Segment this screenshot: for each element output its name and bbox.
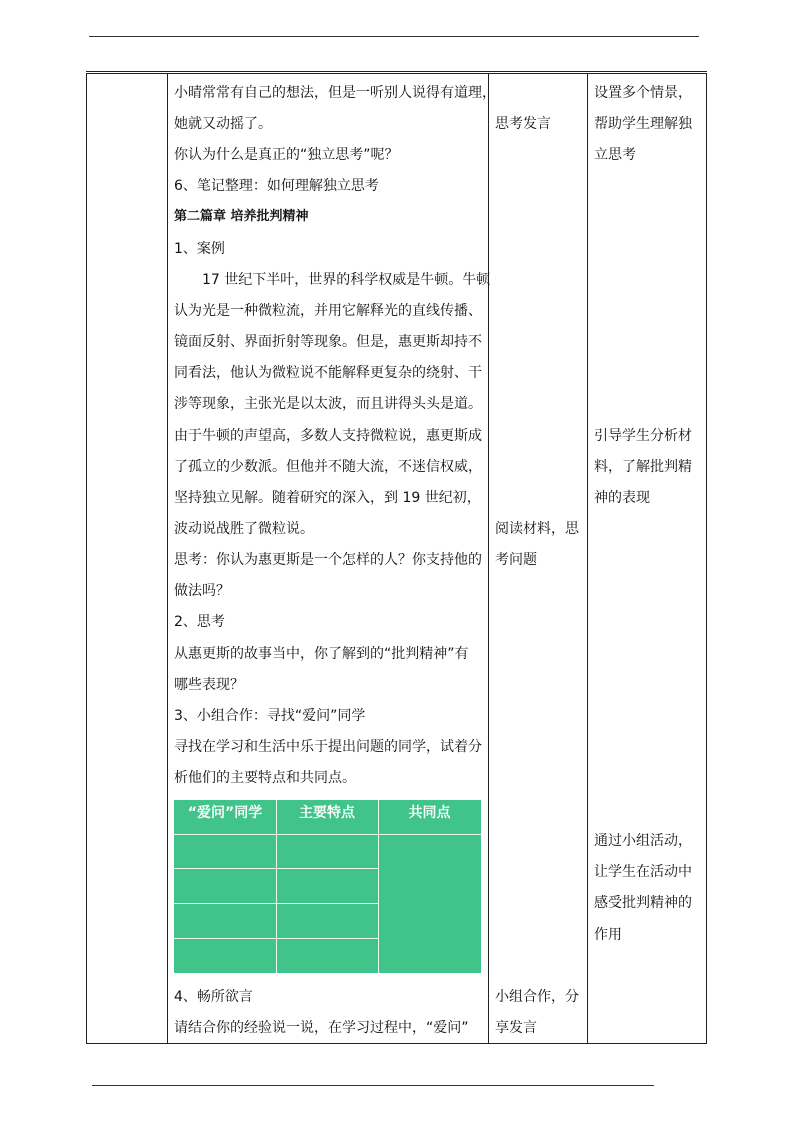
content-line: 17 世纪下半叶，世界的科学权威是牛顿。牛顿 <box>202 272 491 288</box>
activity-table-header: 主要特点 <box>299 805 355 821</box>
content-line: 涉等现象，主张光是以太波，而且讲得头头是道。 <box>174 396 482 412</box>
design-intent-line: 作用 <box>594 927 622 943</box>
column-divider <box>488 74 489 1043</box>
content-line: 1、案例 <box>174 241 225 257</box>
content-line: 寻找在学习和生活中乐于提出问题的同学，试着分 <box>174 739 482 755</box>
table-border-left <box>86 74 87 1043</box>
design-intent-line: 料，了解批判精 <box>594 459 692 475</box>
activity-table-header: 共同点 <box>408 805 451 821</box>
student-activity-line: 思考发言 <box>495 116 551 132</box>
content-line: 4、畅所欲言 <box>174 989 253 1005</box>
content-line: 做法吗？ <box>174 583 230 599</box>
design-intent-line: 让学生在活动中 <box>594 864 692 880</box>
student-activity-line: 阅读材料，思 <box>495 521 579 537</box>
design-intent-line: 通过小组活动， <box>594 833 692 849</box>
content-line: 析他们的主要特点和共同点。 <box>174 770 356 786</box>
content-line: 了孤立的少数派。但他并不随大流，不迷信权威， <box>174 459 482 475</box>
section-heading: 第二篇章 培养批判精神 <box>174 209 309 224</box>
content-line: 6、笔记整理：如何理解独立思考 <box>174 178 379 194</box>
design-intent-line: 帮助学生理解独 <box>594 116 692 132</box>
content-line: 认为光是一种微粒流，并用它解释光的直线传播、 <box>174 303 482 319</box>
design-intent-line: 感受批判精神的 <box>594 895 692 911</box>
footer-rule <box>92 1085 654 1086</box>
content-line: 由于牛顿的声望高，多数人支持微粒说，惠更斯成 <box>174 428 482 444</box>
content-line: 同看法，他认为微粒说不能解释更复杂的绕射、干 <box>174 365 482 381</box>
student-activity-line: 小组合作，分 <box>495 989 579 1005</box>
content-line: 小晴常常有自己的想法，但是一听别人说得有道理， <box>174 85 496 101</box>
content-line: 你认为什么是真正的“独立思考”呢？ <box>174 147 399 163</box>
table-border-right <box>706 74 707 1043</box>
content-line: 请结合你的经验说一说，在学习过程中，“爱问” <box>174 1020 469 1036</box>
content-line: 波动说战胜了微粒说。 <box>174 521 314 537</box>
student-activity-line: 享发言 <box>495 1020 537 1036</box>
activity-table-header: “爱问”同学 <box>187 805 263 821</box>
content-line: 她就又动摇了。 <box>174 116 272 132</box>
content-line: 坚持独立见解。随着研究的深入，到 19 世纪初， <box>174 490 481 506</box>
content-line: 哪些表现？ <box>174 677 244 693</box>
column-divider <box>167 74 168 1043</box>
content-line: 思考：你认为惠更斯是一个怎样的人？你支持他的 <box>174 552 482 568</box>
content-line: 镜面反射、界面折射等现象。但是，惠更斯却持不 <box>174 334 482 350</box>
design-intent-line: 设置多个情景， <box>594 85 692 101</box>
content-line: 2、思考 <box>174 614 225 630</box>
activity-table <box>174 800 481 973</box>
design-intent-line: 引导学生分析材 <box>594 428 692 444</box>
design-intent-line: 神的表现 <box>594 490 650 506</box>
header-rule <box>89 36 699 37</box>
design-intent-line: 立思考 <box>594 147 636 163</box>
content-line: 从惠更斯的故事当中，你了解到的“批判精神”有 <box>174 646 469 662</box>
content-line: 3、小组合作：寻找“爱问”同学 <box>174 708 366 724</box>
student-activity-line: 考问题 <box>495 552 537 568</box>
column-divider <box>587 74 588 1043</box>
